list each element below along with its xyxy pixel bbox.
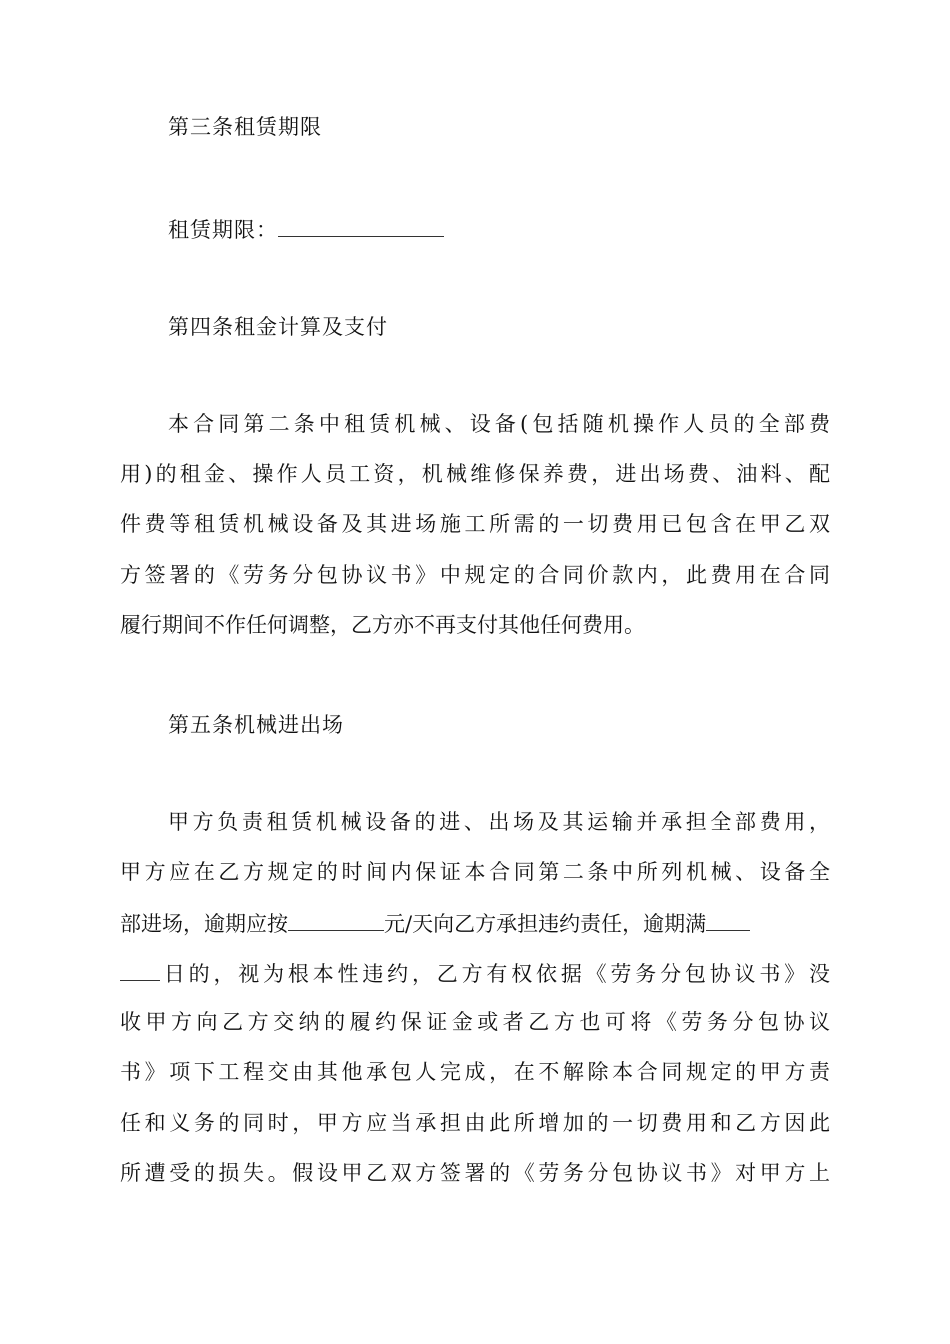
article-5-line-with-blanks <box>120 908 830 938</box>
lease-term-field <box>168 214 444 244</box>
article-4-line: 履行期间不作任何调整，乙方亦不再支付其他任何费用。 <box>120 613 645 637</box>
lease-term-blank <box>278 214 444 237</box>
article-5-heading: 第五条机械进出场 <box>168 713 344 737</box>
overdue-days-blank <box>706 908 750 931</box>
article-5-text: 部进场，逾期应按 <box>120 912 288 936</box>
article-5-text: 元/天向乙方承担违约责任，逾期满 <box>384 912 707 936</box>
article-5-line-with-blank <box>120 958 830 988</box>
article-5-text: 日的，视为根本性违约，乙方有权依据《劳务分包协议书》没 <box>160 962 830 986</box>
article-4-line: 本合同第二条中租赁机械、设备(包括随机操作人员的全部费 <box>168 412 830 436</box>
overdue-days-blank-continued <box>120 958 160 981</box>
article-3-heading: 第三条租赁期限 <box>168 115 322 139</box>
article-5-line: 任和义务的同时，甲方应当承担由此所增加的一切费用和乙方因此 <box>120 1111 830 1135</box>
article-4-line: 件费等租赁机械设备及其进场施工所需的一切费用已包含在甲乙双 <box>120 512 830 536</box>
article-5-line: 收甲方向乙方交纳的履约保证金或者乙方也可将《劳务分包协议 <box>120 1010 830 1034</box>
lease-term-label: 租赁期限： <box>168 218 278 242</box>
article-5-line: 甲方应在乙方规定的时间内保证本合同第二条中所列机械、设备全 <box>120 860 830 884</box>
article-5-line: 书》项下工程交由其他承包人完成，在不解除本合同规定的甲方责 <box>120 1060 830 1084</box>
article-5-line: 甲方负责租赁机械设备的进、出场及其运输并承担全部费用， <box>168 810 830 834</box>
article-4-line: 用)的租金、操作人员工资，机械维修保养费，进出场费、油料、配 <box>120 462 830 486</box>
article-4-heading: 第四条租金计算及支付 <box>168 315 388 339</box>
article-5-line: 所遭受的损失。假设甲乙双方签署的《劳务分包协议书》对甲方上 <box>120 1161 830 1185</box>
penalty-amount-blank <box>288 908 384 931</box>
article-4-line: 方签署的《劳务分包协议书》中规定的合同价款内，此费用在合同 <box>120 563 830 587</box>
